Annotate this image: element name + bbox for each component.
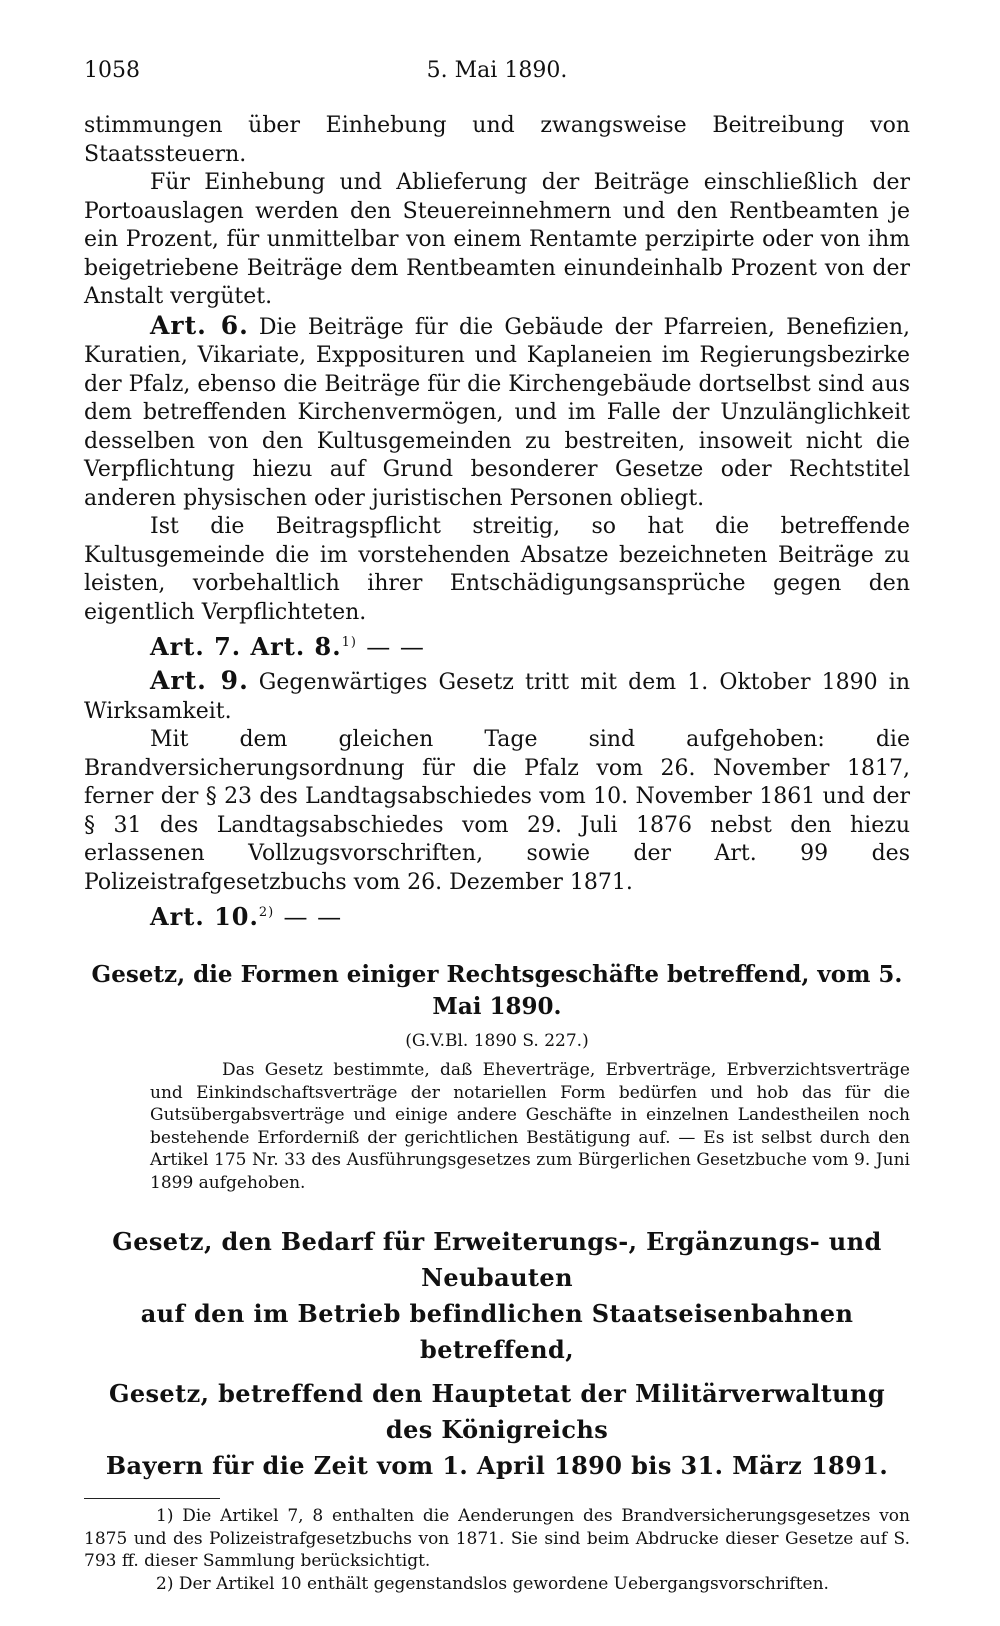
article-7-8-dash: — —	[366, 633, 425, 661]
main-text	[84, 112, 910, 937]
article-6-label: Art. 6.	[150, 310, 249, 340]
page-number: 1058	[84, 57, 140, 83]
law-heading-military-line-1: Gesetz, betreffend den Hauptetat der Militärverwaltung des Königreichs	[108, 1379, 886, 1444]
header-date: 5. Mai 1890.	[426, 57, 568, 83]
page-header	[84, 52, 910, 88]
footnote-1: 1) Die Artikel 7, 8 enthalten die Aenderungen des Brandversicherungsgesetzes von 1875 und des Polizeistrafgesetzbuchs von 1871. Sie sind beim Abdrucke dieser Gesetze auf S. 793 ff. dieser Sammlung berücksichtigt.	[84, 1506, 910, 1571]
law-title-forms: Gesetz, die Formen einiger Rechtsgeschäfte betreffend, vom 5. Mai 1890.	[91, 961, 903, 1020]
article-6	[84, 312, 910, 514]
article-6-paragraph-2: Ist die Beitragspflicht streitig, so hat die betreffende Kultusgemeinde die im vorstehenden Absatze bezeichneten Beiträge zu leisten, vorbehaltlich ihrer Entschädigungsansprüche gegen den eigentlich Verpflichteten.	[84, 514, 910, 625]
document-page	[84, 52, 910, 1595]
law-heading-railways-line-1: Gesetz, den Bedarf für Erweiterungs-, Ergänzungs- und Neubauten	[112, 1227, 882, 1292]
article-7-8-label: Art. 7. Art. 8.	[150, 632, 342, 661]
footnote-divider	[84, 1498, 220, 1499]
footnote-ref-2: 2)	[258, 905, 275, 920]
law-heading-military-line-2: Bayern für die Zeit vom 1. April 1890 bis 31. März 1891.	[105, 1451, 889, 1480]
footnote-2: 2) Der Artikel 10 enthält gegenstandslos gewordene Uebergangsvorschriften.	[156, 1573, 829, 1594]
article-9-label: Art. 9.	[150, 666, 249, 695]
law-citation: (G.V.Bl. 1890 S. 227.)	[405, 1031, 589, 1051]
article-10-label: Art. 10.	[150, 902, 259, 931]
article-9-text: Gegenwärtiges Gesetz tritt mit dem 1. Oktober 1890 in Wirksamkeit.	[84, 670, 911, 724]
article-10	[150, 897, 910, 937]
article-10-dash: — —	[283, 903, 343, 931]
article-9-paragraph-2: Mit dem gleichen Tage sind aufgehoben: die Brandversicherungsordnung für die Pfalz vom 26. November 1817, ferner der § 23 des Landtagsabschiedes vom 10. November 1861 und der § 31 des Landtagsabschiedes vom 29. Juli 1876 nebst den hiezu erlassenen Vollzugsvorschriften, sowie der Art. 99 des Polizeistrafgesetzbuchs vom 26. Dezember 1871.	[84, 727, 910, 895]
law-note-text: Das Gesetz bestimmte, daß Eheverträge, Erbverträge, Erbverzichtsverträge und Einkindschaftsverträge der notariellen Form bedürfen und hob das für die Gutsübergabsverträge und einige andere Geschäfte in einzelnen Landestheilen noch bestehende Erforderniß der gerichtlichen Bestätigung auf. — Es ist selbst durch den Artikel 175 Nr. 33 des Ausführungsgesetzes zum Bürgerlichen Gesetzbuche vom 9. Juni 1899 aufgehoben.	[150, 1060, 910, 1193]
footnote-ref-1: 1)	[341, 635, 357, 650]
footnotes	[84, 1505, 910, 1595]
paragraph-continuation: stimmungen über Einhebung und zwangsweise Beitreibung von Staatssteuern.	[84, 113, 910, 167]
paragraph-fees: Für Einhebung und Ablieferung der Beiträge einschließlich der Portoauslagen werden den Steuereinnehmern und den Rentbeamten je ein Prozent, für unmittelbar von einem Rentamte perzipirte oder von ihm beigetriebene Beiträge dem Rentbeamten einundeinhalb Prozent von der Anstalt vergütet.	[84, 170, 910, 309]
article-7-8	[150, 627, 910, 667]
law-heading-railways	[84, 1224, 910, 1368]
law-note	[150, 1059, 910, 1194]
law-heading-military	[84, 1376, 910, 1484]
article-6-text: Die Beiträge für die Gebäude der Pfarreien, Benefizien, Kuratien, Vikariate, Expposituren und Kaplaneien im Regierungsbezirke der Pfalz, ebenso die Beiträge für die Kirchengebäude dortselbst sind aus dem betreffenden Kirchenvermögen, und im Falle der Unzulänglichkeit desselben von den Kultusgemeinden zu bestreiten, insoweit nicht die Verpflichtung hiezu auf Grund besonderer Gesetze oder Rechtstitel anderen physischen oder juristischen Personen obliegt.	[84, 314, 910, 511]
article-9	[84, 667, 910, 726]
law-heading-railways-line-2: auf den im Betrieb befindlichen Staatseisenbahnen betreffend,	[140, 1299, 854, 1364]
